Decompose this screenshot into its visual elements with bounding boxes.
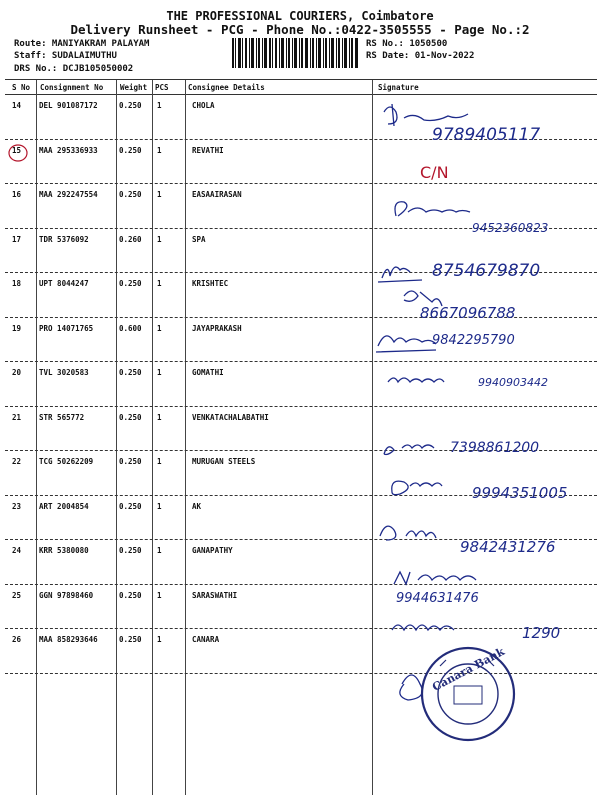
- row-sno: 15: [12, 145, 22, 155]
- row-pcs: 1: [157, 101, 162, 110]
- runsheet-subtitle: Delivery Runsheet - PCG - Phone No.:0422-3505555 - Page No.:2: [70, 22, 530, 37]
- column-header-consignment: Consignment No: [40, 83, 104, 92]
- row-sno: 26: [12, 635, 22, 644]
- row-consignment-number: STR 565772: [39, 412, 85, 422]
- row-consignee-name: CHOLA: [192, 101, 215, 110]
- signature-24-phone: 9944631476: [396, 591, 479, 606]
- row-sno: 25: [12, 590, 22, 600]
- row-pcs: 1: [157, 279, 162, 288]
- signature-16-scribble: [395, 202, 470, 216]
- row-consignment-number: DEL 901087172: [39, 101, 98, 110]
- row-weight: 0.600: [119, 323, 142, 333]
- signature-14-phone: 9789405117: [432, 125, 541, 145]
- column-header-weight: Weight: [120, 83, 148, 92]
- row-consignee-name: EASAAIRASAN: [192, 190, 242, 199]
- signature-19-scribble: [376, 336, 436, 352]
- route-label: Route: MANIYAKRAM PALAYAM: [14, 39, 150, 49]
- row-consignee-name: AK: [192, 501, 202, 511]
- row-consignee-name: SPA: [192, 234, 206, 244]
- signature-17-phone: 8754679870: [432, 261, 541, 281]
- row-pcs: 1: [157, 323, 162, 333]
- row-consignment-number: MAA 292247554: [39, 190, 98, 199]
- row-consignment-number: TCG 50262209: [39, 457, 94, 466]
- signature-14-scribble: [384, 104, 468, 126]
- signature-16-phone: 9452360823: [472, 221, 549, 235]
- row-consignment-number: KRR 5380080: [39, 546, 89, 555]
- row-pcs: 1: [157, 368, 162, 377]
- column-header-pcs: PCS: [155, 83, 169, 92]
- signature-20-phone: 9940903442: [478, 376, 548, 389]
- row-consignment-number: ART 2004854: [39, 501, 89, 511]
- row-weight: 0.250: [119, 457, 142, 466]
- row-consignee-name: GANAPATHY: [192, 546, 233, 555]
- row-weight: 0.250: [119, 501, 142, 511]
- signature-19-phone: 9842295790: [432, 333, 515, 348]
- row-sno: 24: [12, 546, 22, 555]
- row-consignment-number: PRO 14071765: [39, 323, 94, 333]
- row-consignment-number: UPT 8044247: [39, 279, 89, 288]
- row-pcs: 1: [157, 457, 162, 466]
- row-weight: 0.250: [119, 590, 142, 600]
- row-pcs: 1: [157, 546, 162, 555]
- signature-17-scribble: [378, 267, 422, 282]
- staff-label: Staff: SUDALAIMUTHU: [14, 51, 117, 61]
- column-header-signature: Signature: [378, 83, 419, 92]
- row-weight: 0.250: [119, 279, 142, 288]
- signature-26-scribble: [400, 675, 422, 700]
- row-consignment-number: MAA 295336933: [39, 145, 98, 155]
- row-pcs: 1: [157, 590, 162, 600]
- rs-number: RS No.: 1050500: [366, 39, 448, 49]
- signature-22-phone: 9994351005: [472, 484, 568, 502]
- column-header-sno: S No: [12, 83, 31, 92]
- row-weight: 0.250: [119, 101, 142, 110]
- row-sno: 17: [12, 234, 22, 244]
- row-consignee-name: CANARA: [192, 635, 220, 644]
- rs-date: RS Date: 01-Nov-2022: [366, 51, 475, 61]
- row-sno: 20: [12, 368, 22, 377]
- signature-24-scribble: [394, 572, 476, 584]
- row-consignee-name: MURUGAN STEELS: [192, 457, 256, 466]
- row-sno: 14: [12, 101, 22, 110]
- row-pcs: 1: [157, 145, 162, 155]
- drs-number: DRS No.: DCJB105050002: [14, 64, 134, 74]
- signature-23-phone: 9842431276: [460, 538, 556, 556]
- canara-bank-stamp: [422, 645, 514, 740]
- signature-15-cn-mark: C/N: [420, 163, 449, 182]
- row-15-circle-mark: [9, 145, 27, 161]
- row-sno: 16: [12, 190, 22, 199]
- row-pcs: 1: [157, 501, 162, 511]
- row-pcs: 1: [157, 190, 162, 199]
- row-consignee-name: GOMATHI: [192, 368, 224, 377]
- signature-21-scribble: [384, 445, 434, 455]
- row-consignee-name: JAYAPRAKASH: [192, 323, 242, 333]
- signature-18-phone: 8667096788: [420, 304, 516, 322]
- signature-20-scribble: [388, 378, 444, 382]
- row-sno: 18: [12, 279, 22, 288]
- row-weight: 0.250: [119, 412, 142, 422]
- row-weight: 0.260: [119, 234, 142, 244]
- row-consignment-number: MAA 858293646: [39, 635, 98, 644]
- row-consignee-name: VENKATACHALABATHI: [192, 412, 269, 422]
- row-sno: 22: [12, 457, 22, 466]
- signature-22-scribble: [392, 481, 442, 495]
- row-sno: 23: [12, 501, 22, 511]
- row-weight: 0.250: [119, 368, 142, 377]
- row-weight: 0.250: [119, 546, 142, 555]
- company-title: THE PROFESSIONAL COURIERS, Coimbatore: [166, 9, 434, 23]
- signature-21-phone: 7398861200: [450, 440, 540, 456]
- row-consignee-name: REVATHI: [192, 145, 224, 155]
- row-consignment-number: GGN 97898460: [39, 590, 94, 600]
- signature-25-number: 1290: [522, 624, 561, 642]
- row-pcs: 1: [157, 412, 162, 422]
- row-weight: 0.250: [119, 145, 142, 155]
- row-weight: 0.250: [119, 190, 142, 199]
- row-consignee-name: SARASWATHI: [192, 590, 238, 600]
- row-pcs: 1: [157, 234, 162, 244]
- row-weight: 0.250: [119, 635, 142, 644]
- row-consignment-number: TDR 5376092: [39, 234, 89, 244]
- row-consignee-name: KRISHTEC: [192, 279, 229, 288]
- row-consignment-number: TVL 3020583: [39, 368, 89, 377]
- signature-23-scribble: [380, 526, 436, 540]
- stamp-bank-name: Canara Bank: [430, 644, 507, 694]
- row-pcs: 1: [157, 635, 162, 644]
- row-sno: 21: [12, 412, 22, 422]
- row-sno: 19: [12, 323, 22, 333]
- signature-25-scribble: [392, 625, 454, 630]
- column-header-consignee: Consignee Details: [188, 83, 265, 92]
